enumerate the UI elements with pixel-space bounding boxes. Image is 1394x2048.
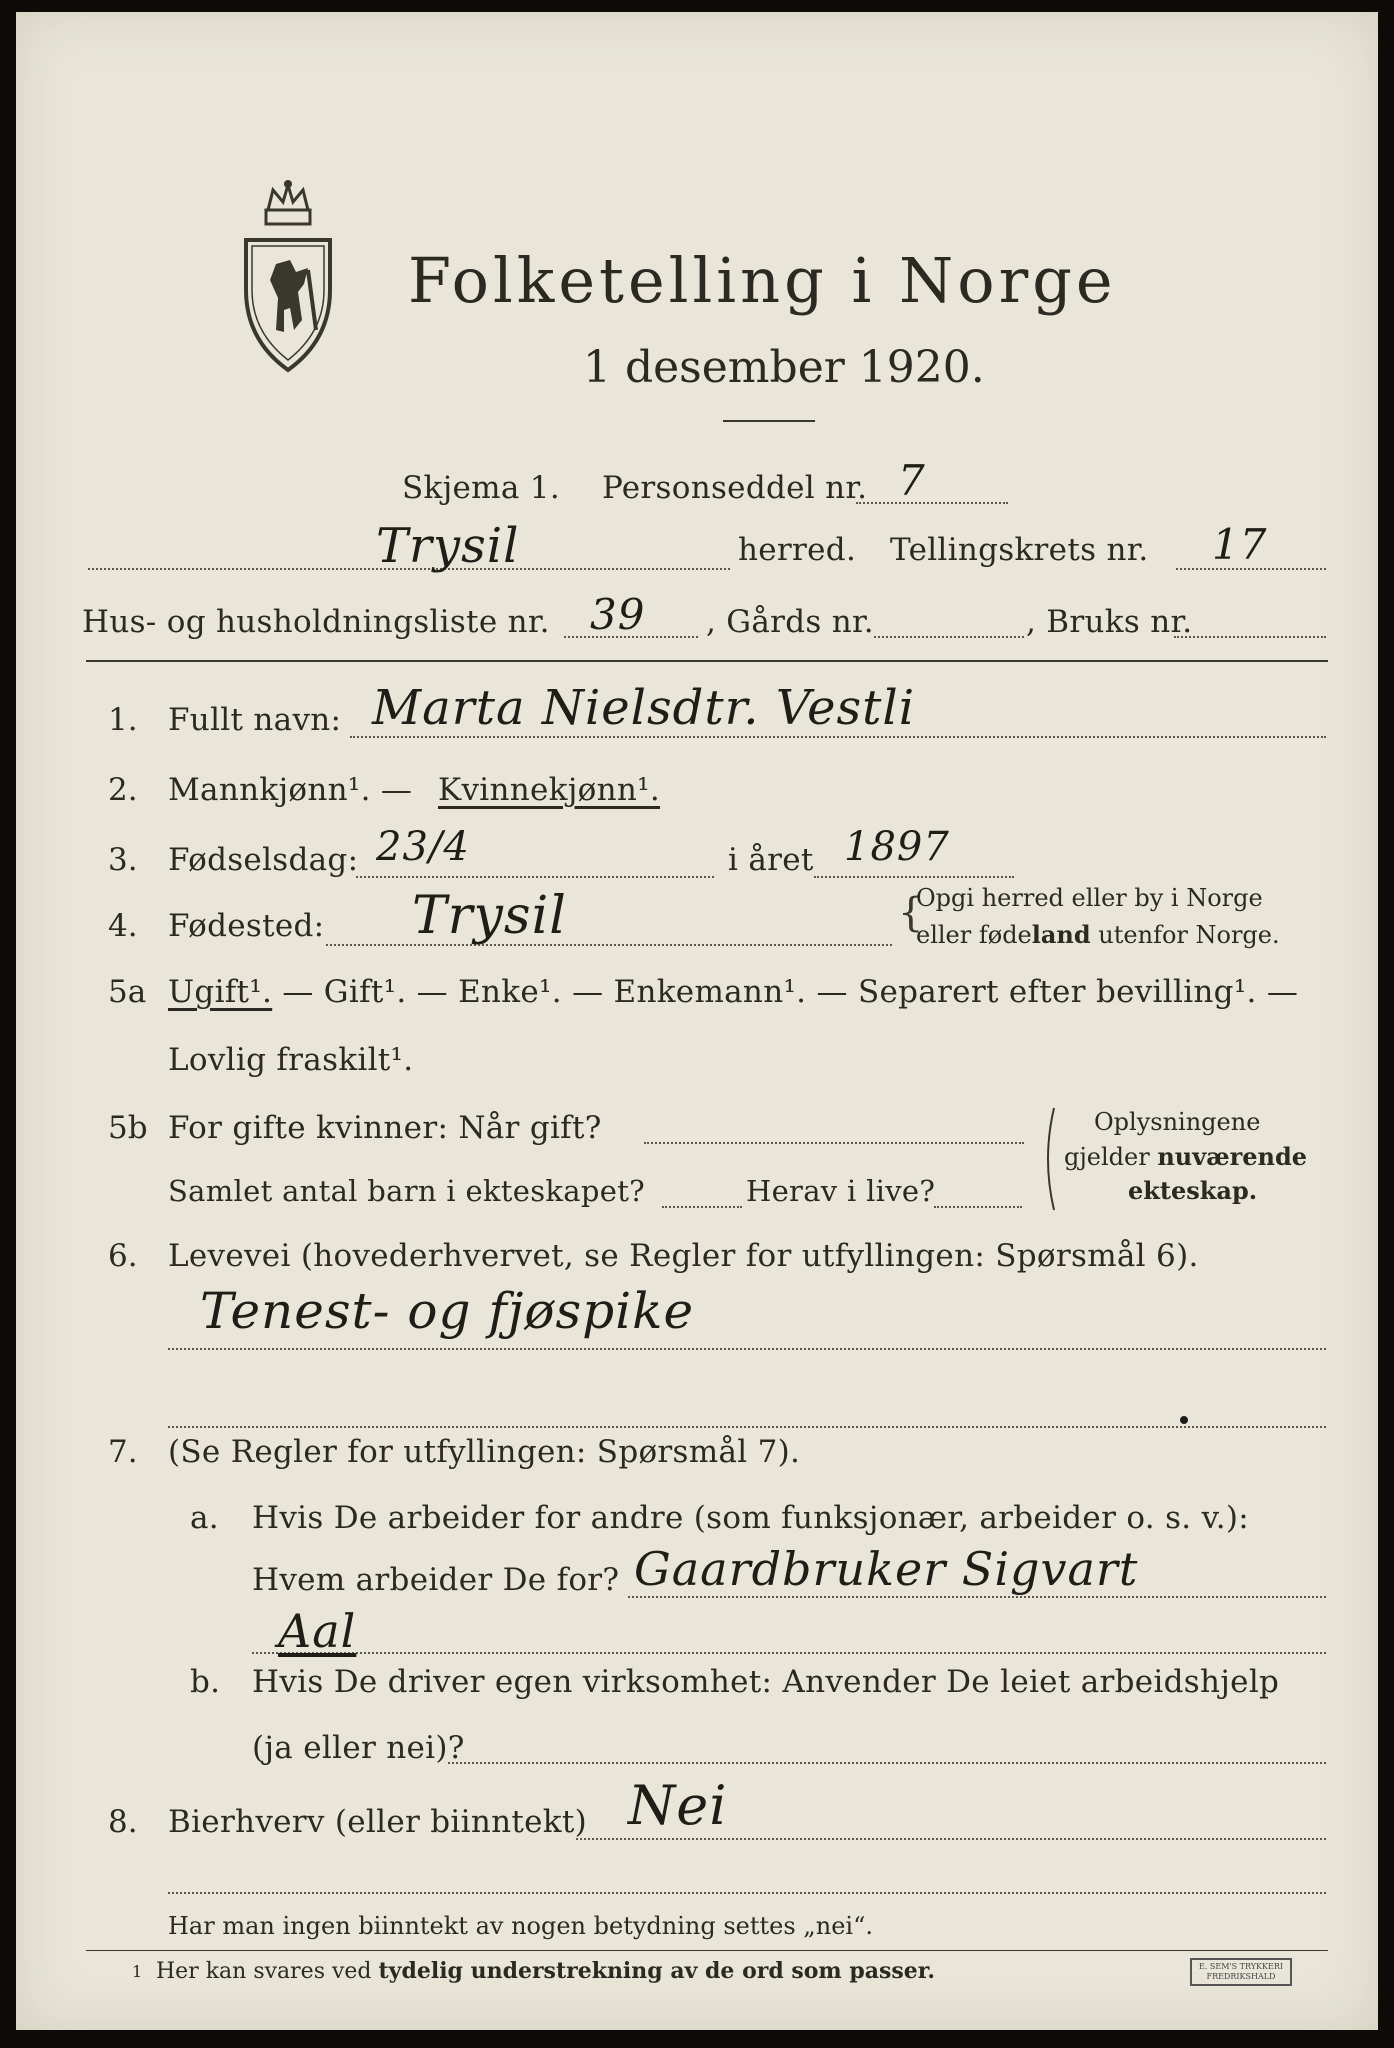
q3-line — [356, 876, 714, 878]
q8-value: Nei — [628, 1774, 728, 1837]
q5b-label-3: Herav i live? — [746, 1174, 936, 1208]
q6-line-1 — [168, 1348, 1326, 1350]
q5a-options — [168, 974, 1298, 1010]
q6-line-2 — [168, 1426, 1326, 1428]
q6-label: Levevei (hovederhvervet, se Regler for utfyllingen: Spørsmål 6). — [168, 1238, 1199, 1274]
q4-note-2 — [916, 920, 1280, 949]
personseddel-value: 7 — [898, 456, 926, 505]
husliste-label: Hus- og husholdningsliste nr. — [82, 604, 550, 640]
printer-line-1: E. SEM'S TRYKKERI — [1198, 1962, 1284, 1971]
q3-year-label: i året — [728, 842, 814, 878]
q5b-label-1: For gifte kvinner: Når gift? — [168, 1110, 602, 1146]
census-date: 1 desember 1920. — [583, 342, 985, 393]
bruks-line — [1174, 636, 1326, 638]
ink-dot — [1180, 1416, 1188, 1424]
q4-note-1: Opgi herred eller by i Norge — [916, 884, 1263, 912]
title-divider — [723, 420, 815, 422]
q4-line — [326, 944, 892, 946]
q7a-line-2 — [252, 1652, 1326, 1654]
q2-number: 2. — [108, 772, 138, 808]
q5b-label-2: Samlet antal barn i ekteskapet? — [168, 1174, 645, 1208]
printer-stamp — [1190, 1958, 1292, 1986]
q5b-note-2b: nuværende — [1157, 1142, 1308, 1171]
q5b-number: 5b — [108, 1110, 148, 1146]
q1-line — [350, 736, 1326, 738]
q5b-note-3: ekteskap. — [1128, 1176, 1258, 1205]
q2-label-male: Mannkjønn¹. — — [168, 772, 413, 808]
q4-number: 4. — [108, 908, 138, 944]
q7b-line — [448, 1762, 1326, 1764]
q5b-paren — [1038, 1104, 1058, 1214]
header-divider — [86, 660, 1328, 662]
q5a-number: 5a — [108, 974, 147, 1010]
q5b-note-2a: gjelder — [1064, 1143, 1158, 1171]
census-form — [16, 12, 1378, 2030]
personseddel-line — [856, 502, 1008, 504]
tellingskrets-value: 17 — [1212, 520, 1268, 569]
q3-year: 1897 — [844, 824, 950, 870]
q5a-rest: — Gift¹. — Enke¹. — Enkemann¹. — Separert efter bevilling¹. — — [272, 974, 1299, 1010]
q7a-label-2: Hvem arbeider De for? — [252, 1562, 620, 1598]
herred-value: Trysil — [376, 518, 520, 574]
q4-label: Fødested: — [168, 908, 325, 944]
q7a-employer-1: Gaardbruker Sigvart — [634, 1542, 1139, 1596]
coat-of-arms-icon — [238, 180, 338, 380]
q8-label: Bierhverv (eller biinntekt) — [168, 1804, 588, 1840]
printer-line-2: FREDRIKSHALD — [1206, 1972, 1276, 1981]
q7a-line-1 — [628, 1596, 1326, 1598]
footnote-mark: 1 — [132, 1962, 143, 1981]
q8-line-2 — [168, 1892, 1326, 1894]
q5a-ugift: Ugift¹. — [168, 974, 273, 1010]
footnote — [156, 1958, 935, 1984]
q3-number: 3. — [108, 842, 138, 878]
q1-full-name: Marta Nielsdtr. Vestli — [372, 680, 916, 736]
q4-brace: { — [898, 890, 924, 936]
q7-label: (Se Regler for utfyllingen: Spørsmål 7). — [168, 1434, 801, 1470]
q1-label: Fullt navn: — [168, 702, 342, 738]
no-income-note: Har man ingen biinntekt av nogen betydning settes „nei“. — [168, 1912, 873, 1940]
q7a-letter: a. — [190, 1500, 219, 1536]
q6-occupation: Tenest- og fjøspike — [200, 1282, 695, 1340]
gards-line — [874, 636, 1024, 638]
page-title: Folketelling i Norge — [408, 244, 1117, 317]
q6-number: 6. — [108, 1238, 138, 1274]
personseddel-label: Personseddel nr. — [602, 470, 868, 506]
q7b-label-2: (ja eller nei)? — [252, 1730, 465, 1766]
footnote-b: tydelig understrekning av de ord som passer. — [378, 1958, 936, 1984]
tellingskrets-label: Tellingskrets nr. — [890, 532, 1149, 568]
q7a-employer-2: Aal — [278, 1604, 357, 1658]
q5b-line-3 — [934, 1206, 1022, 1208]
q7a-label: Hvis De arbeider for andre (som funksjonær, arbeider o. s. v.): — [252, 1500, 1250, 1536]
q7b-label: Hvis De driver egen virksomhet: Anvender De leiet arbeidshjelp — [252, 1664, 1280, 1700]
q1-number: 1. — [108, 702, 138, 738]
schema-label: Skjema 1. — [402, 470, 560, 506]
q4-birthplace: Trysil — [412, 886, 567, 946]
q5b-note-1: Oplysningene — [1094, 1108, 1261, 1136]
q3-label: Fødselsdag: — [168, 842, 359, 878]
q7b-letter: b. — [190, 1664, 221, 1700]
q3-year-line — [814, 876, 1014, 878]
q4-note-2b: land — [1031, 920, 1091, 949]
q8-number: 8. — [108, 1804, 138, 1840]
q4-note-2c: utenfor Norge. — [1090, 921, 1280, 949]
herred-label: herred. — [738, 532, 857, 568]
q5b-line-1 — [644, 1142, 1024, 1144]
q5b-line-2 — [662, 1206, 742, 1208]
q5a-line-2: Lovlig fraskilt¹. — [168, 1042, 414, 1078]
q4-note-2a: eller føde — [916, 921, 1032, 949]
gards-label: , Gårds nr. — [706, 604, 874, 640]
husliste-value: 39 — [590, 590, 646, 639]
q2-label-female: Kvinnekjønn¹. — [438, 772, 661, 808]
bruks-label: , Bruks nr. — [1026, 604, 1193, 640]
q7-number: 7. — [108, 1434, 138, 1470]
q5b-note-2 — [1064, 1142, 1307, 1171]
footnote-divider — [86, 1950, 1328, 1951]
footnote-a: Her kan svares ved — [156, 1959, 379, 1984]
q3-birthday: 23/4 — [376, 824, 470, 870]
q8-line — [576, 1838, 1326, 1840]
